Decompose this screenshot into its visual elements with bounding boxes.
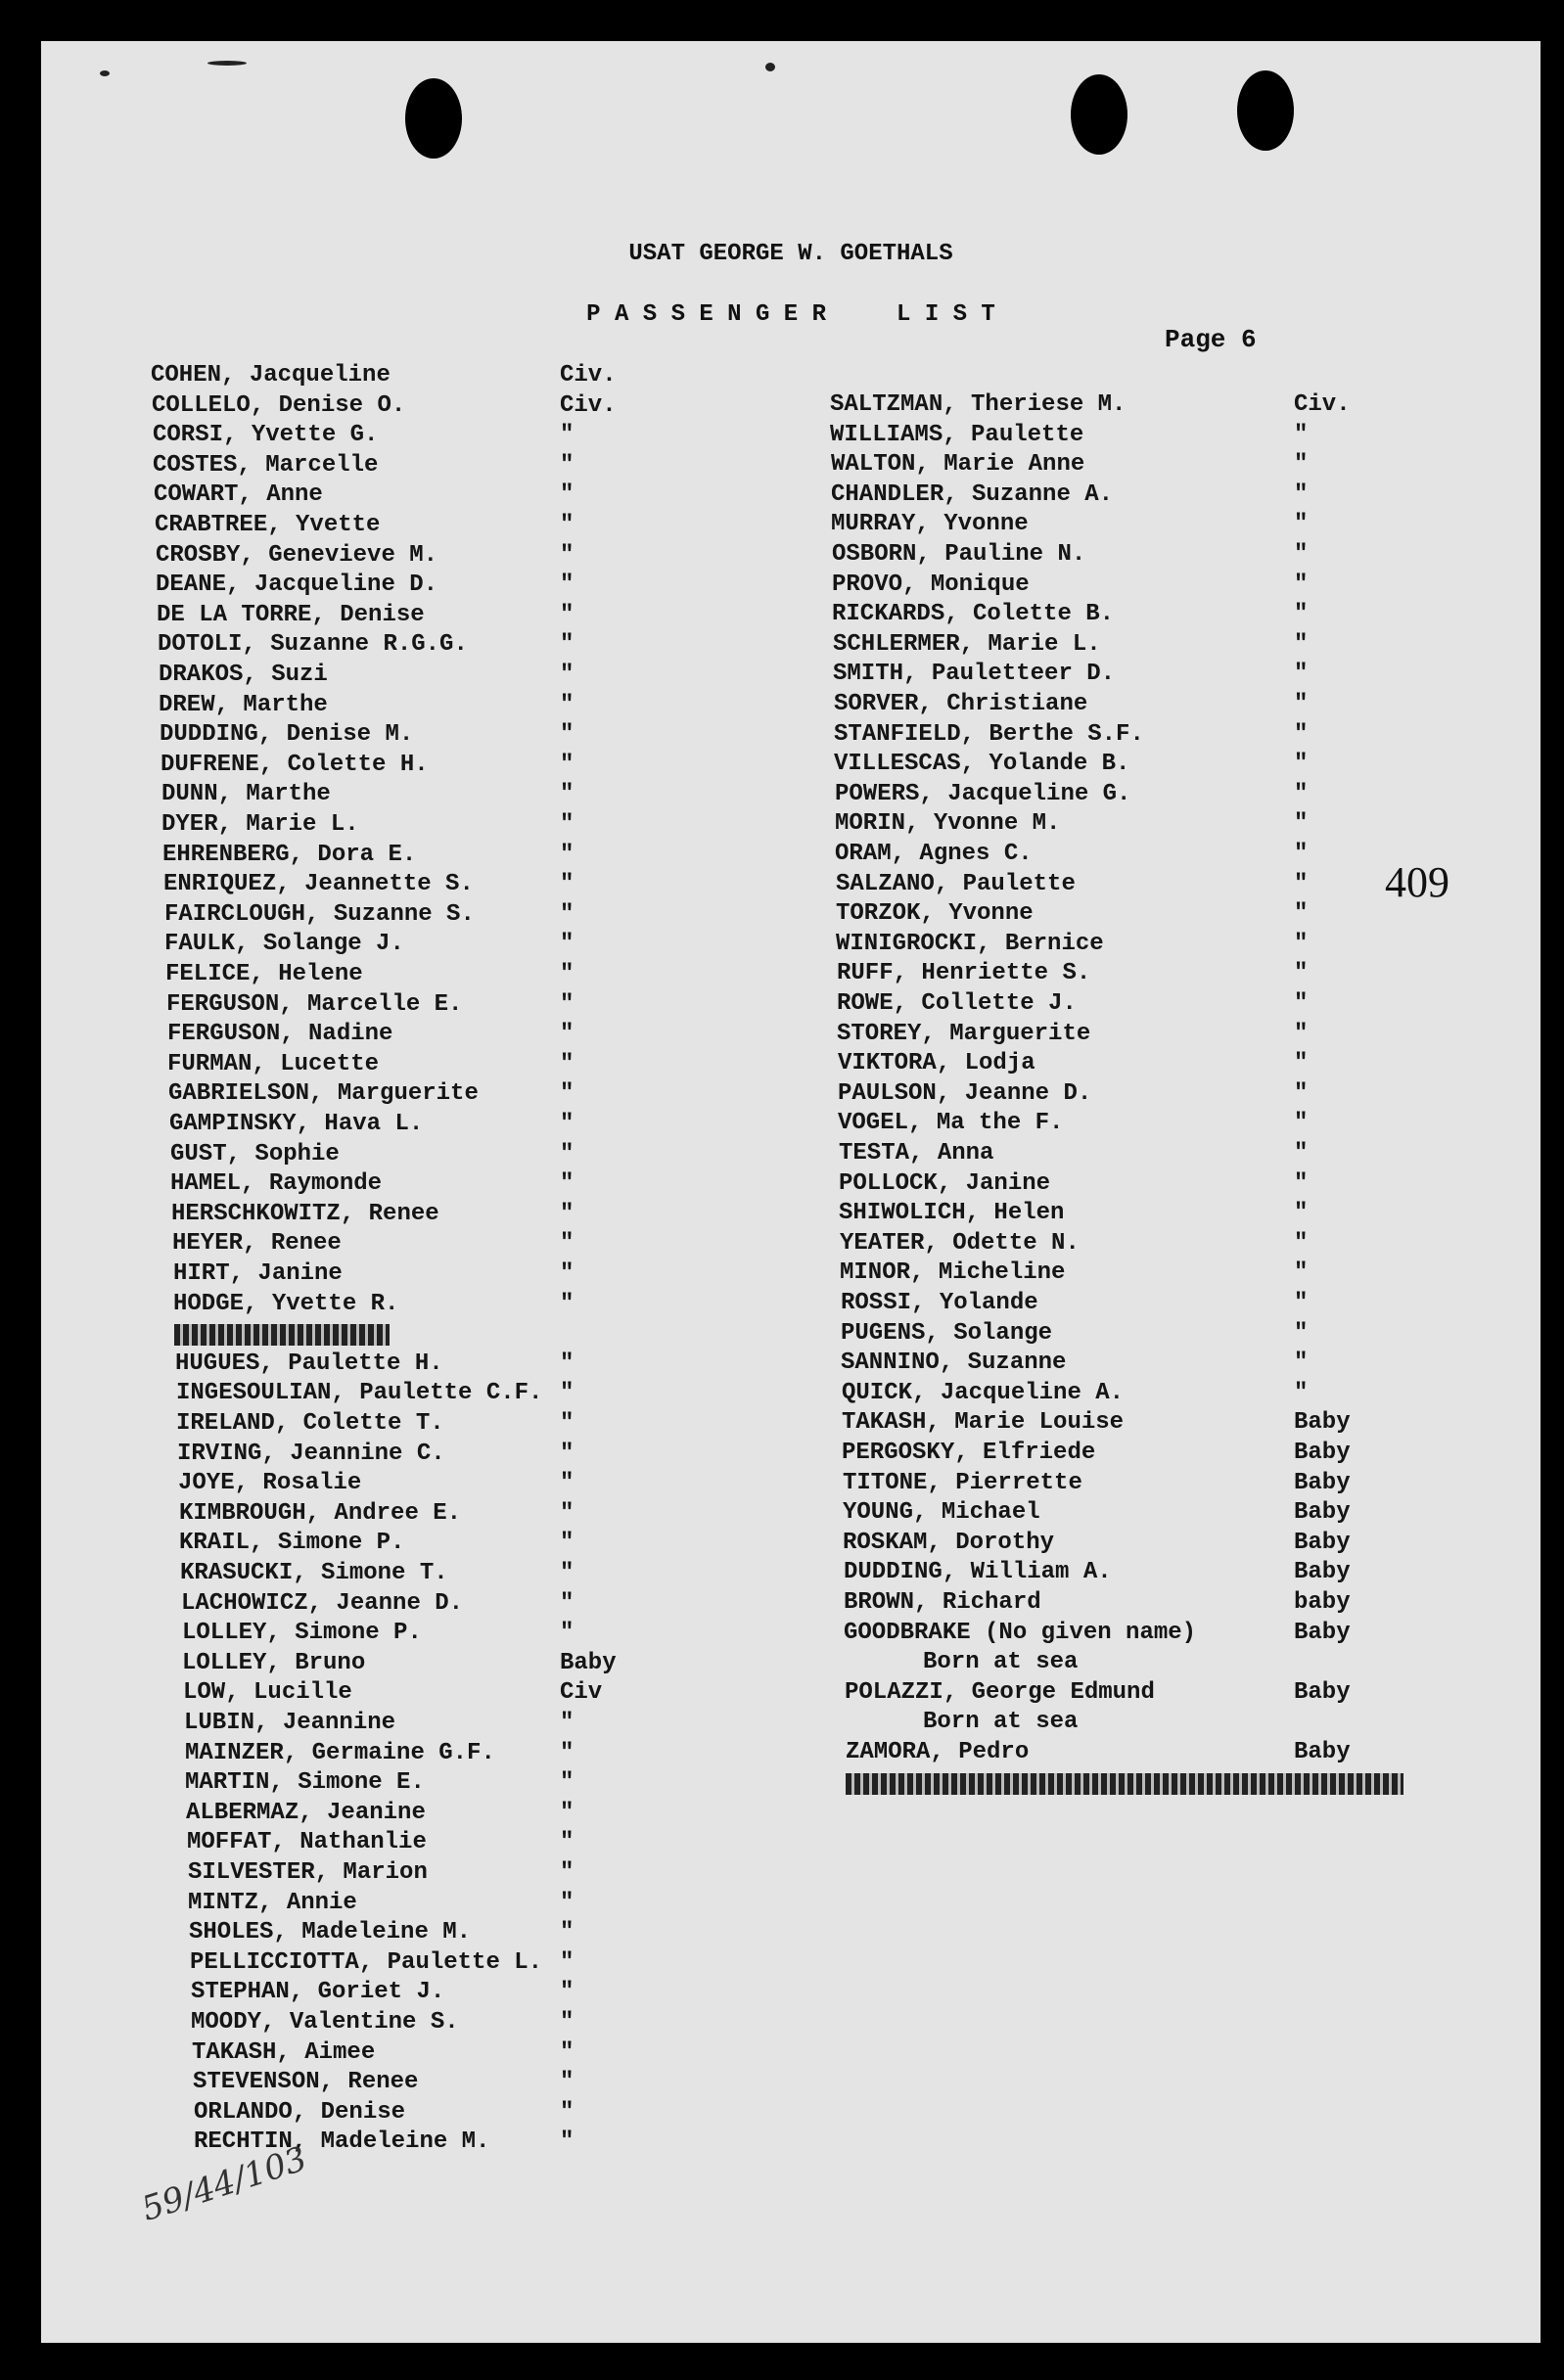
- passenger-status: ": [560, 1350, 575, 1377]
- passenger-name: COHEN, Jacqueline: [151, 362, 391, 389]
- passenger-name: HODGE, Yvette R.: [173, 1290, 399, 1317]
- passenger-status: ": [560, 1111, 575, 1137]
- passenger-status: Civ: [560, 1679, 603, 1707]
- passenger-name: DUFRENE, Colette H.: [161, 751, 429, 778]
- passenger-name: HEYER, Renee: [172, 1230, 342, 1258]
- passenger-name: SCHLERMER, Marie L.: [833, 630, 1101, 658]
- passenger-status: ": [560, 1829, 575, 1856]
- passenger-name: MINOR, Micheline: [840, 1259, 1066, 1287]
- passenger-name: ORAM, Agnes C.: [835, 841, 1033, 867]
- passenger-status: Civ.: [560, 362, 617, 389]
- passenger-name: MURRAY, Yvonne: [831, 511, 1029, 538]
- passenger-status: ": [1294, 630, 1309, 658]
- passenger-name: CORSI, Yvette G.: [153, 422, 379, 449]
- passenger-status: ": [560, 721, 575, 749]
- passenger-name: ALBERMAZ, Jeanine: [186, 1799, 426, 1826]
- passenger-name: DE LA TORRE, Denise: [157, 601, 425, 628]
- passenger-name: CROSBY, Genevieve M.: [156, 541, 438, 569]
- passenger-name: WILLIAMS, Paulette: [830, 421, 1084, 448]
- passenger-status: ": [560, 1979, 575, 2006]
- handwritten-note: 59/44/103: [137, 2139, 312, 2229]
- passenger-name: ROWE, Collette J.: [837, 990, 1077, 1017]
- passenger-name: HIRT, Janine: [173, 1260, 343, 1287]
- passenger-name: LOLLEY, Bruno: [182, 1649, 366, 1676]
- passenger-name: KRAIL, Simone P.: [179, 1530, 405, 1557]
- passenger-name: OSBORN, Pauline N.: [832, 541, 1086, 568]
- passenger-status: ": [560, 871, 575, 898]
- passenger-name: POLAZZI, George Edmund: [845, 1678, 1155, 1706]
- passenger-name: POWERS, Jacqueline G.: [835, 780, 1131, 807]
- passenger-name: SMITH, Pauletteer D.: [833, 661, 1116, 688]
- passenger-status: Baby: [1294, 1678, 1351, 1706]
- passenger-name: IRVING, Jeannine C.: [177, 1440, 445, 1467]
- passenger-status: ": [560, 990, 575, 1018]
- passenger-name: VILLESCAS, Yolande B.: [834, 751, 1130, 778]
- passenger-name: ENRIQUEZ, Jeannette S.: [163, 871, 474, 898]
- passenger-name: PELLICCIOTTA, Paulette L.: [190, 1948, 543, 1976]
- passenger-name: DEANE, Jacqueline D.: [156, 572, 438, 599]
- passenger-name: TESTA, Anna: [839, 1140, 994, 1167]
- passenger-status: ": [560, 422, 575, 449]
- passenger-status: Baby: [1294, 1499, 1351, 1527]
- passenger-name: FERGUSON, Nadine: [167, 1021, 393, 1048]
- passenger-name: GABRIELSON, Marguerite: [168, 1080, 479, 1108]
- passenger-status: ": [1294, 601, 1309, 628]
- passenger-name: FAULK, Solange J.: [164, 931, 404, 958]
- passenger-name: QUICK, Jacqueline A.: [842, 1379, 1125, 1406]
- passenger-status: ": [560, 451, 575, 479]
- passenger-status: ": [1294, 511, 1309, 538]
- passenger-status: ": [560, 691, 575, 718]
- passenger-status: ": [560, 2098, 575, 2126]
- passenger-status: ": [560, 1889, 575, 1916]
- passenger-status: Baby: [1294, 1469, 1351, 1496]
- passenger-status: Baby: [1294, 1559, 1351, 1586]
- passenger-status: baby: [1294, 1589, 1351, 1616]
- passenger-status: ": [560, 1021, 575, 1048]
- passenger-status: ": [1294, 451, 1309, 479]
- passenger-status: ": [560, 1589, 575, 1617]
- passenger-name: WALTON, Marie Anne: [831, 451, 1085, 479]
- passenger-status: ": [560, 601, 575, 628]
- passenger-status: Baby: [1294, 1619, 1351, 1646]
- passenger-name: LACHOWICZ, Jeanne D.: [181, 1589, 464, 1617]
- passenger-name: STOREY, Marguerite: [837, 1020, 1091, 1047]
- passenger-status: ": [1294, 1379, 1309, 1406]
- passenger-name: Born at sea: [923, 1709, 1079, 1736]
- passenger-name: KRASUCKI, Simone T.: [180, 1560, 448, 1586]
- passenger-name: STEVENSON, Renee: [193, 2069, 419, 2096]
- passenger-name: KIMBROUGH, Andree E.: [179, 1499, 462, 1527]
- passenger-name: Born at sea: [923, 1649, 1079, 1676]
- passenger-status: ": [560, 900, 575, 928]
- passenger-status: ": [560, 1440, 575, 1467]
- ink-speck: [100, 70, 110, 76]
- passenger-status: ": [560, 1499, 575, 1527]
- passenger-status: ": [560, 1380, 575, 1407]
- passenger-name: FURMAN, Lucette: [167, 1050, 380, 1077]
- passenger-name: SALTZMAN, Theriese M.: [830, 391, 1127, 418]
- passenger-status: ": [560, 1919, 575, 1946]
- passenger-name: WINIGROCKI, Bernice: [836, 930, 1104, 957]
- ink-speck: [207, 61, 247, 66]
- passenger-name: DUNN, Marthe: [161, 781, 331, 808]
- passenger-name: HUGUES, Paulette H.: [175, 1350, 443, 1377]
- passenger-status: ": [1294, 841, 1309, 867]
- passenger-status: ": [560, 2009, 575, 2036]
- passenger-status: ": [560, 1050, 575, 1077]
- passenger-status: ": [1294, 1020, 1309, 1047]
- passenger-name: MORIN, Yvonne M.: [835, 810, 1061, 838]
- passenger-name: GOODBRAKE (No given name): [844, 1619, 1197, 1646]
- ink-speck: [765, 63, 775, 71]
- passenger-name: TAKASH, Marie Louise: [842, 1409, 1125, 1437]
- passenger-status: ": [560, 1170, 575, 1198]
- passenger-status: ": [560, 2038, 575, 2066]
- passenger-status: ": [1294, 541, 1309, 568]
- passenger-name: PAULSON, Jeanne D.: [838, 1079, 1092, 1107]
- passenger-status: ": [1294, 930, 1309, 957]
- passenger-name: FELICE, Helene: [165, 961, 363, 987]
- passenger-status: ": [560, 1620, 575, 1647]
- passenger-status: ": [1294, 661, 1309, 688]
- passenger-name: RECHTIN, Madeleine M.: [194, 2128, 490, 2156]
- ship-name: USAT GEORGE W. GOETHALS: [628, 241, 953, 267]
- passenger-name: GAMPINSKY, Hava L.: [169, 1111, 424, 1137]
- passenger-name: VIKTORA, Lodja: [838, 1050, 1035, 1077]
- passenger-status: ": [1294, 960, 1309, 987]
- passenger-status: ": [560, 1739, 575, 1766]
- passenger-status: ": [560, 1710, 575, 1736]
- passenger-status: ": [1294, 1350, 1309, 1377]
- struck-entry: [174, 1324, 390, 1346]
- passenger-status: ": [1294, 1110, 1309, 1137]
- passenger-status: ": [560, 1260, 575, 1287]
- passenger-name: SHIWOLICH, Helen: [839, 1200, 1065, 1227]
- passenger-status: ": [1294, 691, 1309, 717]
- passenger-status: ": [560, 2069, 575, 2096]
- passenger-status: ": [1294, 571, 1309, 598]
- passenger-status: ": [560, 1470, 575, 1497]
- passenger-name: DOTOLI, Suzanne R.G.G.: [158, 631, 468, 659]
- passenger-name: HERSCHKOWITZ, Renee: [171, 1200, 439, 1227]
- passenger-name: CHANDLER, Suzanne A.: [831, 481, 1114, 508]
- passenger-name: SILVESTER, Marion: [188, 1859, 428, 1886]
- passenger-name: LOW, Lucille: [183, 1679, 352, 1707]
- passenger-name: PERGOSKY, Elfriede: [842, 1440, 1096, 1466]
- passenger-status: ": [1294, 720, 1309, 748]
- passenger-name: MOODY, Valentine S.: [191, 2009, 459, 2036]
- passenger-status: ": [560, 781, 575, 808]
- passenger-status: ": [1294, 810, 1309, 838]
- passenger-status: ": [560, 1530, 575, 1557]
- passenger-name: BROWN, Richard: [844, 1589, 1041, 1616]
- passenger-status: ": [560, 1560, 575, 1586]
- passenger-status: ": [1294, 1229, 1309, 1257]
- passenger-name: YEATER, Odette N.: [840, 1229, 1080, 1257]
- passenger-name: MOFFAT, Nathanlie: [187, 1829, 427, 1856]
- passenger-name: LUBIN, Jeannine: [184, 1710, 396, 1736]
- passenger-name: MAINZER, Germaine G.F.: [185, 1739, 495, 1766]
- passenger-status: Baby: [1294, 1529, 1351, 1556]
- passenger-name: VOGEL, Ma the F.: [838, 1110, 1064, 1137]
- passenger-status: ": [1294, 1140, 1309, 1167]
- punch-hole: [405, 78, 462, 159]
- passenger-name: FERGUSON, Marcelle E.: [166, 990, 463, 1018]
- passenger-name: LOLLEY, Simone P.: [182, 1620, 422, 1647]
- passenger-status: Civ.: [1294, 391, 1351, 418]
- passenger-status: ": [560, 572, 575, 599]
- passenger-status: ": [560, 1140, 575, 1167]
- passenger-status: ": [560, 1410, 575, 1437]
- passenger-name: TAKASH, Aimee: [192, 2038, 376, 2066]
- passenger-status: Baby: [560, 1649, 617, 1676]
- passenger-name: SANNINO, Suzanne: [841, 1350, 1067, 1377]
- passenger-name: GUST, Sophie: [170, 1140, 340, 1167]
- passenger-name: MINTZ, Annie: [188, 1889, 357, 1916]
- document-title: P A S S E N G E R L I S T: [586, 301, 995, 328]
- passenger-status: ": [560, 481, 575, 509]
- passenger-status: ": [560, 631, 575, 659]
- page-number: Page 6: [1165, 325, 1257, 354]
- passenger-status: ": [1294, 900, 1309, 928]
- passenger-name: PROVO, Monique: [832, 571, 1030, 598]
- passenger-name: DRAKOS, Suzi: [159, 662, 328, 688]
- passenger-status: ": [560, 751, 575, 778]
- passenger-name: SORVER, Christiane: [834, 691, 1088, 717]
- passenger-status: ": [560, 1859, 575, 1886]
- passenger-status: ": [1294, 1290, 1309, 1316]
- passenger-status: ": [560, 1769, 575, 1797]
- passenger-status: ": [1294, 1079, 1309, 1107]
- passenger-name: ORLANDO, Denise: [194, 2098, 406, 2126]
- passenger-status: ": [1294, 1200, 1309, 1227]
- passenger-status: ": [560, 1230, 575, 1258]
- passenger-status: Baby: [1294, 1409, 1351, 1437]
- passenger-status: ": [560, 811, 575, 838]
- passenger-status: ": [1294, 1319, 1309, 1347]
- passenger-status: ": [560, 1290, 575, 1317]
- passenger-name: HAMEL, Raymonde: [170, 1170, 383, 1198]
- passenger-name: RUFF, Henriette S.: [837, 960, 1091, 987]
- passenger-name: DYER, Marie L.: [161, 811, 359, 838]
- passenger-name: INGESOULIAN, Paulette C.F.: [176, 1380, 543, 1407]
- passenger-status: ": [560, 961, 575, 987]
- passenger-name: DUDDING, Denise M.: [160, 721, 414, 749]
- passenger-status: ": [1294, 870, 1309, 897]
- passenger-name: ROSKAM, Dorothy: [843, 1529, 1055, 1556]
- passenger-status: ": [1294, 751, 1309, 778]
- passenger-status: ": [560, 512, 575, 538]
- passenger-name: DREW, Marthe: [159, 691, 328, 718]
- passenger-status: ": [1294, 421, 1309, 448]
- passenger-status: ": [560, 841, 575, 868]
- passenger-name: STEPHAN, Goriet J.: [191, 1979, 445, 2006]
- passenger-name: POLLOCK, Janine: [839, 1169, 1051, 1197]
- passenger-name: SHOLES, Madeleine M.: [189, 1919, 472, 1946]
- passenger-name: EHRENBERG, Dora E.: [162, 841, 417, 868]
- passenger-name: ZAMORA, Pedro: [846, 1739, 1030, 1765]
- passenger-status: ": [560, 541, 575, 569]
- passenger-status: ": [560, 1200, 575, 1227]
- passenger-name: SALZANO, Paulette: [836, 870, 1076, 897]
- passenger-name: DUDDING, William A.: [844, 1559, 1112, 1586]
- passenger-name: JOYE, Rosalie: [178, 1470, 362, 1497]
- passenger-status: ": [1294, 1050, 1309, 1077]
- document-page: [41, 41, 1541, 2343]
- passenger-name: STANFIELD, Berthe S.F.: [834, 720, 1144, 748]
- passenger-status: Baby: [1294, 1739, 1351, 1765]
- passenger-status: ": [1294, 481, 1309, 508]
- passenger-status: ": [1294, 990, 1309, 1017]
- passenger-name: ROSSI, Yolande: [841, 1290, 1038, 1316]
- passenger-name: IRELAND, Colette T.: [176, 1410, 444, 1437]
- passenger-status: ": [560, 1948, 575, 1976]
- passenger-name: MARTIN, Simone E.: [185, 1769, 425, 1797]
- punch-hole: [1071, 74, 1127, 155]
- passenger-status: ": [560, 1080, 575, 1108]
- archive-number: 409: [1385, 858, 1449, 906]
- passenger-name: RICKARDS, Colette B.: [832, 601, 1115, 628]
- passenger-name: COSTES, Marcelle: [153, 451, 379, 479]
- passenger-name: FAIRCLOUGH, Suzanne S.: [164, 900, 475, 928]
- passenger-status: ": [560, 1799, 575, 1826]
- passenger-name: TORZOK, Yvonne: [836, 900, 1034, 928]
- passenger-status: Baby: [1294, 1440, 1351, 1466]
- passenger-status: ": [560, 931, 575, 958]
- passenger-name: CRABTREE, Yvette: [155, 512, 381, 538]
- passenger-name: TITONE, Pierrette: [843, 1469, 1082, 1496]
- passenger-name: COWART, Anne: [154, 481, 323, 509]
- passenger-name: COLLELO, Denise O.: [152, 391, 406, 419]
- struck-entry: [846, 1773, 1403, 1795]
- passenger-status: ": [560, 662, 575, 688]
- passenger-status: ": [1294, 1259, 1309, 1287]
- passenger-status: Civ.: [560, 391, 617, 419]
- passenger-name: PUGENS, Solange: [841, 1319, 1053, 1347]
- passenger-status: ": [1294, 1169, 1309, 1197]
- passenger-status: ": [560, 2128, 575, 2156]
- passenger-name: YOUNG, Michael: [843, 1499, 1040, 1527]
- punch-hole: [1237, 70, 1294, 151]
- passenger-status: ": [1294, 780, 1309, 807]
